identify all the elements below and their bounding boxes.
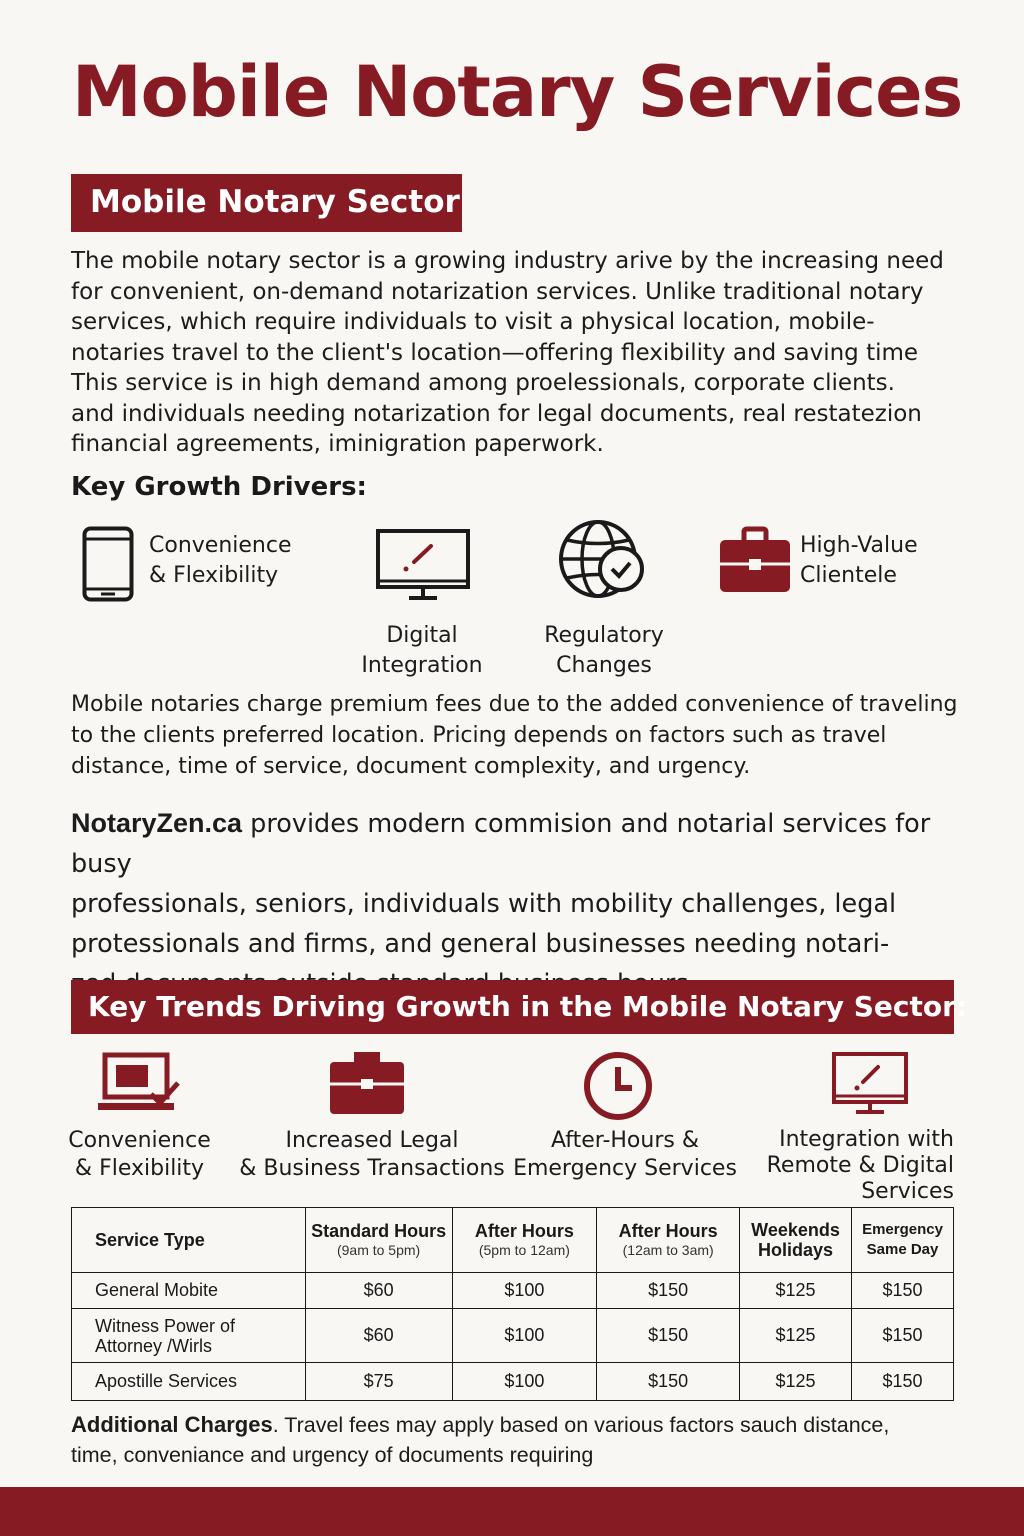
price-cell: $100 — [452, 1273, 597, 1309]
globe-check-icon — [558, 519, 648, 601]
pricing-description — [71, 689, 981, 782]
column-header: Weekends Holidays — [740, 1208, 852, 1273]
column-header: After Hours (5pm to 12am) — [452, 1208, 597, 1273]
sector-line: services, which require individuals to visit a physical location, mobile- — [71, 309, 875, 335]
driver-label-clientele: High-Value Clientele — [800, 533, 918, 588]
sector-line: financial agreements, iminigration paperwork. — [71, 431, 604, 457]
trend-label-integration: Integration with Remote & Digital Services — [766, 1127, 954, 1204]
pricing-line: Mobile notaries charge premium fees due to the added convenience of traveling — [71, 692, 958, 717]
table-row — [72, 1363, 954, 1401]
table-row — [72, 1273, 954, 1309]
sector-line: The mobile notary sector is a growing industry arive by the increasing need — [71, 248, 944, 274]
clock-icon — [582, 1050, 654, 1122]
driver-label-regulatory: Regulatory Changes — [544, 623, 664, 678]
sector-description — [71, 246, 971, 460]
briefcase-icon — [718, 526, 792, 594]
laptop-check-icon — [97, 1051, 181, 1115]
monitor-pen-icon — [832, 1052, 908, 1116]
price-cell: $100 — [452, 1309, 597, 1363]
price-cell: $60 — [305, 1309, 452, 1363]
service-cell: General Mobite — [72, 1273, 306, 1309]
page-title: Mobile Notary Services — [72, 51, 963, 133]
sector-line: for convenient, on-demand notarization services. Unlike traditional notary — [71, 278, 924, 305]
drivers-heading: Key Growth Drivers: — [71, 472, 367, 502]
trend-label-after-hours: After-Hours & Emergency Services — [513, 1128, 737, 1181]
price-cell: $125 — [740, 1363, 852, 1401]
price-cell: $150 — [597, 1273, 740, 1309]
sector-banner: Mobile Notary Sector — [71, 174, 462, 232]
driver-label-convenience: Convenience & Flexibility — [149, 533, 292, 588]
footer-bar — [0, 1487, 1024, 1536]
price-cell: $150 — [597, 1363, 740, 1401]
brand-name: NotaryZen.ca — [71, 808, 243, 838]
additional-charges: Additional Charges. Travel fees may apply based on various factors sauch distance, time, conveniance and urgency of documents requiring — [71, 1412, 890, 1467]
sector-line: This service is in high demand among proelessionals, corporate clients. — [71, 370, 895, 396]
additional-charges-label: Additional Charges — [71, 1412, 273, 1437]
table-row — [72, 1309, 954, 1363]
price-cell: $150 — [597, 1309, 740, 1363]
monitor-icon — [376, 529, 470, 601]
trends-banner: Key Trends Driving Growth in the Mobile Notary Sector: — [71, 980, 954, 1034]
pricing-table — [71, 1207, 954, 1401]
price-cell: $125 — [740, 1309, 852, 1363]
pricing-line: to the clients preferred location. Pricing depends on factors such as travel — [71, 723, 887, 748]
column-header: Standard Hours (9am to 5pm) — [305, 1208, 452, 1273]
sector-line: and individuals needing notarization for legal documents, real restatezion — [71, 400, 922, 427]
pricing-line: distance, time of service, document complexity, and urgency. — [71, 754, 751, 779]
trend-label-legal: Increased Legal & Business Transactions — [239, 1128, 505, 1181]
briefcase-icon — [328, 1050, 406, 1116]
price-cell: $150 — [852, 1363, 954, 1401]
column-header: After Hours (12am to 3am) — [597, 1208, 740, 1273]
price-cell: $60 — [305, 1273, 452, 1309]
column-header: Service Type — [72, 1208, 306, 1273]
price-cell: $150 — [852, 1309, 954, 1363]
driver-label-digital: Digital Integration — [361, 623, 483, 678]
price-cell: $125 — [740, 1273, 852, 1309]
column-header: Emergency Same Day — [852, 1208, 954, 1273]
table-header-row — [72, 1208, 954, 1273]
price-cell: $150 — [852, 1273, 954, 1309]
service-cell: Apostille Services — [72, 1363, 306, 1401]
trend-label-convenience: Convenience & Flexibility — [68, 1128, 211, 1181]
notaryzen-description: NotaryZen.ca provides modern commision and notarial services for busy professionals, seniors, individuals with mobility challenges, legal protessionals and firms, and general businesses needing notari- — [71, 808, 931, 959]
price-cell: $100 — [452, 1363, 597, 1401]
price-cell: $75 — [305, 1363, 452, 1401]
phone-icon — [82, 526, 134, 602]
service-cell: Witness Power of Attorney /Wirls — [72, 1309, 306, 1363]
sector-line: notaries travel to the client's location—offering flexibility and saving time — [71, 339, 919, 366]
